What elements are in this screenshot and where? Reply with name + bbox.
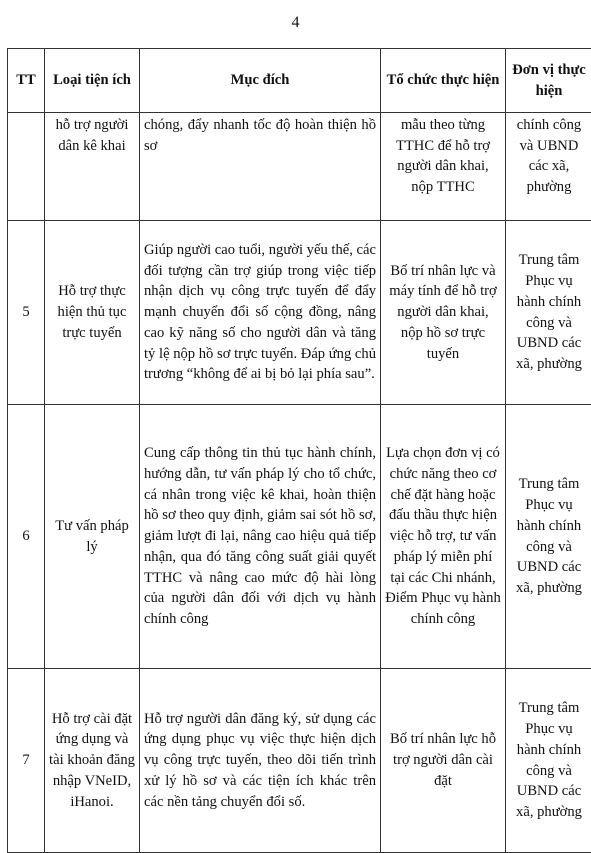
row-unit: chính công và UBND các xã, phường [506, 113, 591, 221]
row-tt: 6 [8, 405, 45, 669]
row-purpose: Hỗ trợ người dân đăng ký, sử dụng các ứng dụng phục vụ việc thực hiện dịch vụ công trực tuyến, theo dõi tiến trình xử lý hồ sơ và các tiện ích khác trên các nền tảng chuyển đổi số. [140, 669, 381, 853]
table-row [8, 669, 591, 853]
row-org: Bố trí nhân lực và máy tính để hỗ trợ người dân khai, nộp hồ sơ trực tuyến [381, 221, 506, 405]
row-unit: Trung tâm Phục vụ hành chính công và UBND các xã, phường [506, 221, 591, 405]
row-type: Hỗ trợ cài đặt ứng dụng và tài khoản đăng nhập VNeID, iHanoi. [45, 669, 140, 853]
table-header-row [8, 49, 591, 113]
row-org: Bố trí nhân lực hỗ trợ người dân cài đặt [381, 669, 506, 853]
row-type: hỗ trợ người dân kê khai [45, 113, 140, 221]
utilities-table [7, 48, 591, 853]
row-tt: 5 [8, 221, 45, 405]
row-unit: Trung tâm Phục vụ hành chính công và UBND các xã, phường [506, 405, 591, 669]
table-row [8, 113, 591, 221]
row-type: Tư vấn pháp lý [45, 405, 140, 669]
row-purpose: Cung cấp thông tin thủ tục hành chính, hướng dẫn, tư vấn pháp lý cho tổ chức, cá nhân trong việc kê khai, hoàn thiện hồ sơ theo quy định, giảm sai sót hồ sơ, giảm lượt đi lại, nâng cao hiệu quả tiếp nhận, qua đó tăng công suất giải quyết TTHC và nâng cao mức độ hài lòng của người dân đối với dịch vụ hành chính công [140, 405, 381, 669]
row-unit: Trung tâm Phục vụ hành chính công và UBND các xã, phường [506, 669, 591, 853]
header-unit: Đơn vị thực hiện [506, 49, 591, 113]
header-tt: TT [8, 49, 45, 113]
row-type: Hỗ trợ thực hiện thủ tục trực tuyến [45, 221, 140, 405]
row-purpose: chóng, đẩy nhanh tốc độ hoàn thiện hồ sơ [140, 113, 381, 221]
row-tt: 7 [8, 669, 45, 853]
row-org: Lựa chọn đơn vị có chức năng theo cơ chế đặt hàng hoặc đấu thầu thực hiện việc hỗ trợ, tư vấn pháp lý miễn phí tại các Chi nhánh, Điểm Phục vụ hành chính công [381, 405, 506, 669]
table-row [8, 405, 591, 669]
header-purpose: Mục đích [140, 49, 381, 113]
row-tt [8, 113, 45, 221]
row-org: mẫu theo từng TTHC để hỗ trợ người dân khai, nộp TTHC [381, 113, 506, 221]
row-purpose: Giúp người cao tuổi, người yếu thế, các đối tượng cần trợ giúp trong việc tiếp nhận dịch vụ công trực tuyến để đẩy mạnh chuyển đổi số cộng đồng, nâng cao kỹ năng số cho người dân và tăng tỷ lệ nộp hồ sơ trực tuyến. Đáp ứng chủ trương “không để ai bị bỏ lại phía sau”. [140, 221, 381, 405]
header-org: Tổ chức thực hiện [381, 49, 506, 113]
page-number: 4 [0, 14, 591, 32]
table-row [8, 221, 591, 405]
header-type: Loại tiện ích [45, 49, 140, 113]
